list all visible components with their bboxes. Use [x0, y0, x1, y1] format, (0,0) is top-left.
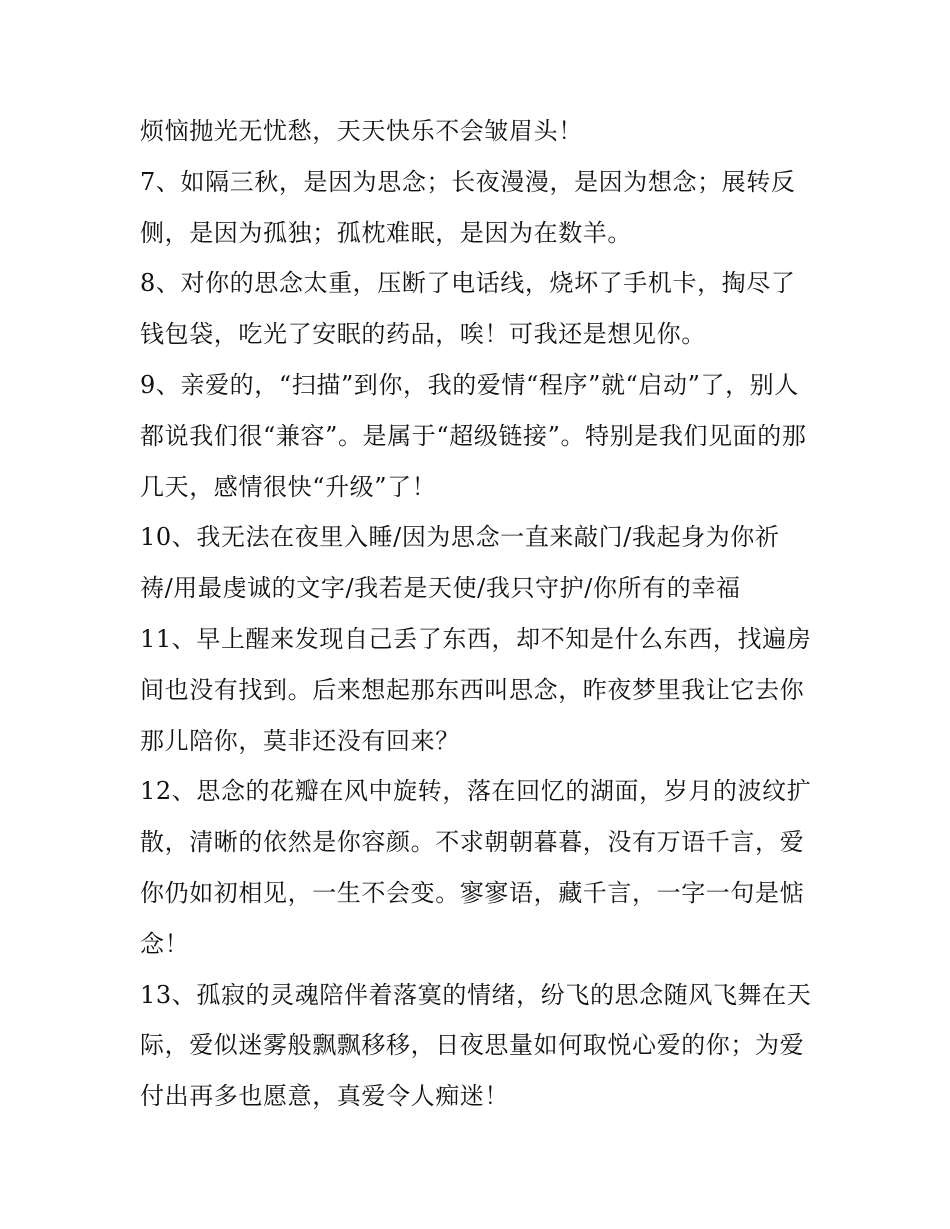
text-line: 12、思念的花瓣在风中旋转，落在回忆的湖面，岁月的波纹扩 — [140, 777, 812, 806]
text-line: 8、对你的思念太重，压断了电话线，烧坏了手机卡，掏尽了 — [140, 269, 796, 298]
text-line: 几天，感情很快“升级”了！ — [140, 472, 437, 501]
text-line: 7、如隔三秋，是因为思念；长夜漫漫，是因为想念；展转反 — [140, 167, 796, 196]
text-line: 13、孤寂的灵魂陪伴着落寞的情绪，纷飞的思念随风飞舞在天 — [140, 980, 812, 1009]
text-line: 都说我们很“兼容”。是属于“超级链接”。特别是我们见面的那 — [140, 421, 807, 450]
text-line: 11、早上醒来发现自己丢了东西，却不知是什么东西，找遍房 — [140, 624, 812, 653]
text-line: 念！ — [140, 929, 190, 958]
text-line: 侧，是因为孤独；孤枕难眠，是因为在数羊。 — [140, 218, 632, 247]
text-line: 那儿陪你，莫非还没有回来？ — [140, 726, 460, 755]
text-line: 散，清晰的依然是你容颜。不求朝朝暮暮，没有万语千言，爱 — [140, 828, 805, 857]
text-line: 你仍如初相见，一生不会变。寥寥语，藏千言，一字一句是惦 — [140, 878, 805, 907]
text-line: 付出再多也愿意，真爱令人痴迷！ — [140, 1082, 509, 1111]
text-line: 祷/用最虔诚的文字/我若是天使/我只守护/你所有的幸福 — [140, 574, 741, 603]
text-line: 钱包袋，吃光了安眠的药品，唉！可我还是想见你。 — [140, 320, 706, 349]
document-body — [140, 106, 820, 1122]
text-line: 间也没有找到。后来想起那东西叫思念，昨夜梦里我让它去你 — [140, 675, 805, 704]
text-line: 烦恼抛光无忧愁，天天快乐不会皱眉头！ — [140, 117, 583, 145]
text-line: 10、我无法在夜里入睡/因为思念一直来敲门/我起身为你祈 — [140, 523, 780, 552]
text-line: 9、亲爱的，“扫描”到你，我的爱情“程序”就“启动”了，别人 — [140, 370, 799, 399]
text-line: 际，爱似迷雾般飘飘移移，日夜思量如何取悦心爱的你；为爱 — [140, 1031, 805, 1060]
